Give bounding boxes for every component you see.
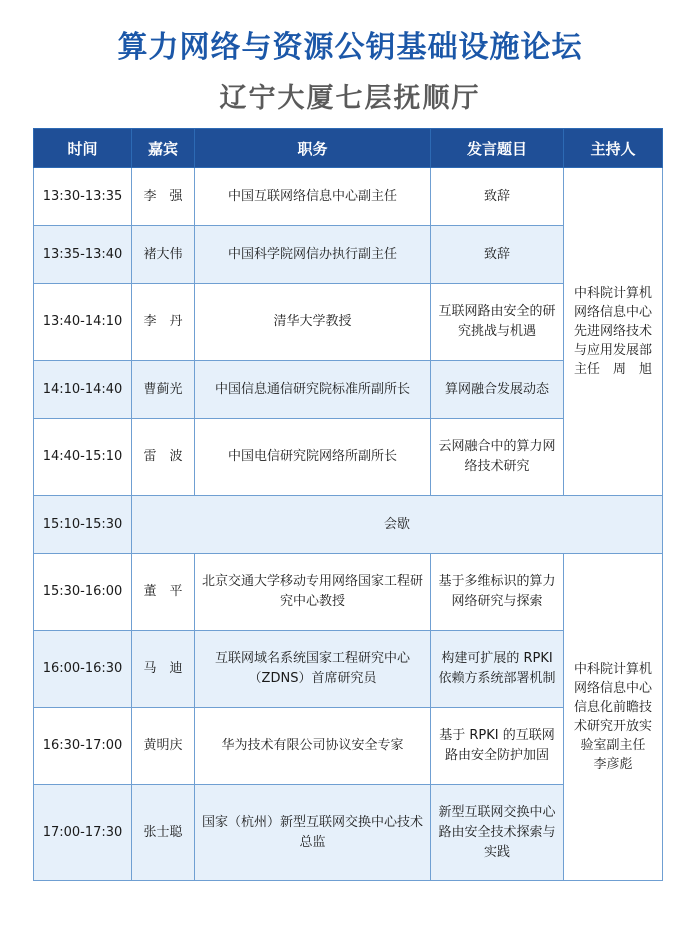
schedule-table	[33, 128, 663, 881]
position-cell: 清华大学教授	[195, 284, 431, 361]
break-cell: 会歇	[132, 496, 663, 554]
table-header-row	[34, 129, 663, 168]
position-cell: 北京交通大学移动专用网络国家工程研究中心教授	[195, 554, 431, 631]
table-row	[34, 554, 663, 631]
guest-cell: 黄明庆	[132, 708, 195, 785]
position-cell: 互联网域名系统国家工程研究中心（ZDNS）首席研究员	[195, 631, 431, 708]
guest-cell: 雷 波	[132, 419, 195, 496]
topic-cell: 互联网路由安全的研究挑战与机遇	[431, 284, 564, 361]
time-cell: 14:40-15:10	[34, 419, 132, 496]
time-cell: 17:00-17:30	[34, 785, 132, 881]
time-cell: 13:30-13:35	[34, 168, 132, 226]
time-cell: 16:30-17:00	[34, 708, 132, 785]
header-time: 时间	[34, 129, 132, 168]
header-position: 职务	[195, 129, 431, 168]
host-cell-2: 中科院计算机网络信息中心信息化前瞻技术研究开放实验室副主任 李彦彪	[564, 554, 663, 881]
topic-cell: 构建可扩展的 RPKI 依赖方系统部署机制	[431, 631, 564, 708]
header-topic: 发言题目	[431, 129, 564, 168]
time-cell: 15:30-16:00	[34, 554, 132, 631]
page-subtitle: 辽宁大厦七层抚顺厅	[219, 83, 481, 114]
guest-cell: 董 平	[132, 554, 195, 631]
time-cell: 16:00-16:30	[34, 631, 132, 708]
time-cell: 13:35-13:40	[34, 226, 132, 284]
position-cell: 中国信息通信研究院标准所副所长	[195, 361, 431, 419]
topic-cell: 新型互联网交换中心路由安全技术探索与实践	[431, 785, 564, 881]
topic-cell: 基于多维标识的算力网络研究与探索	[431, 554, 564, 631]
guest-cell: 张士聪	[132, 785, 195, 881]
guest-cell: 李 丹	[132, 284, 195, 361]
position-cell: 中国互联网络信息中心副主任	[195, 168, 431, 226]
topic-cell: 算网融合发展动态	[431, 361, 564, 419]
position-cell: 华为技术有限公司协议安全专家	[195, 708, 431, 785]
time-cell: 13:40-14:10	[34, 284, 132, 361]
break-row	[34, 496, 663, 554]
time-cell: 15:10-15:30	[34, 496, 132, 554]
guest-cell: 马 迪	[132, 631, 195, 708]
page-title: 算力网络与资源公钥基础设施论坛	[117, 30, 583, 65]
position-cell: 国家（杭州）新型互联网交换中心技术总监	[195, 785, 431, 881]
topic-cell: 致辞	[431, 226, 564, 284]
position-cell: 中国科学院网信办执行副主任	[195, 226, 431, 284]
topic-cell: 致辞	[431, 168, 564, 226]
table-row	[34, 168, 663, 226]
header-guest: 嘉宾	[132, 129, 195, 168]
guest-cell: 曹蓟光	[132, 361, 195, 419]
topic-cell: 基于 RPKI 的互联网路由安全防护加固	[431, 708, 564, 785]
header-host: 主持人	[564, 129, 663, 168]
guest-cell: 李 强	[132, 168, 195, 226]
position-cell: 中国电信研究院网络所副所长	[195, 419, 431, 496]
host-cell-1: 中科院计算机网络信息中心先进网络技术与应用发展部主任 周 旭	[564, 168, 663, 496]
topic-cell: 云网融合中的算力网络技术研究	[431, 419, 564, 496]
time-cell: 14:10-14:40	[34, 361, 132, 419]
guest-cell: 褚大伟	[132, 226, 195, 284]
